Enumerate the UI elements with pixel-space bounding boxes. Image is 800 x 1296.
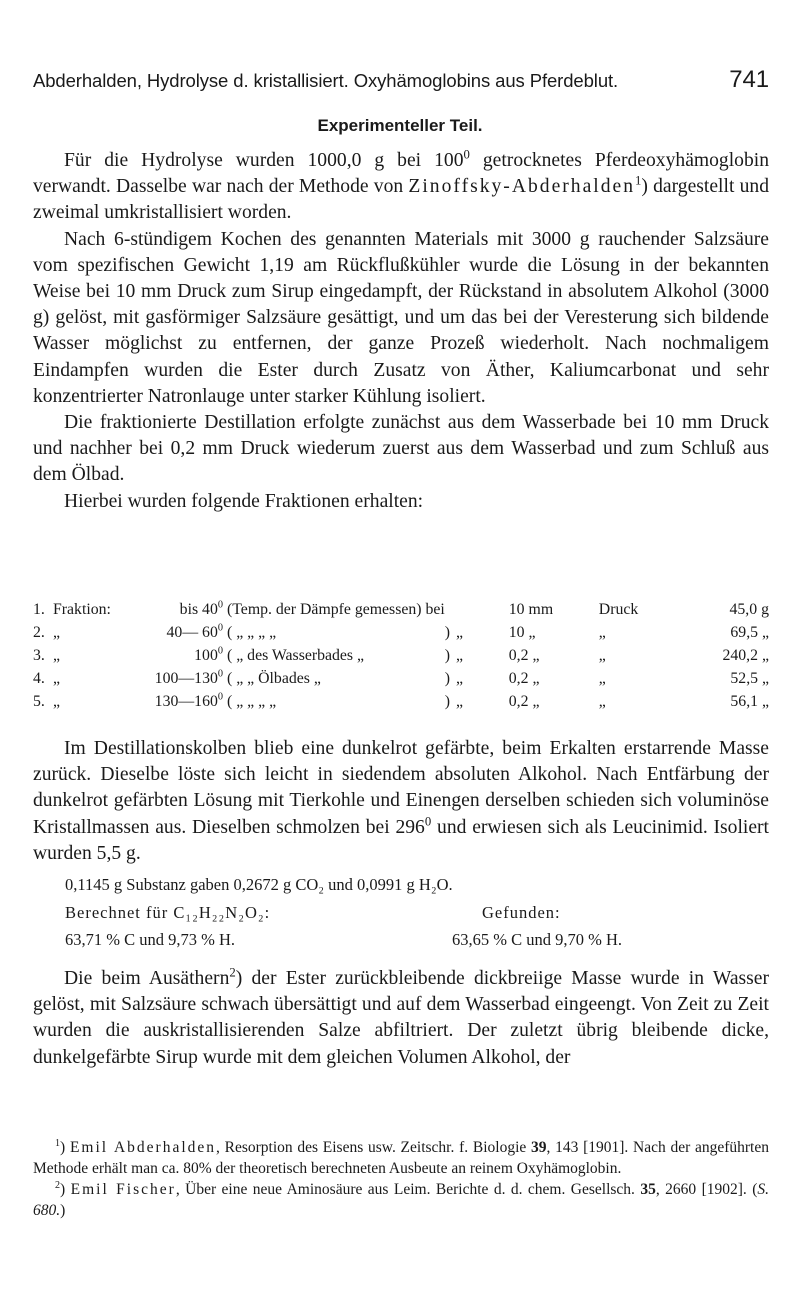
degree-mark: 0 <box>217 645 223 657</box>
p6-text-b: ) der Ester zurückbleibende dickbreiige Masse wurde in Wasser gelöst, mit Salzsäure schwach übersättigt und auf dem Wasserbad eingeengt. Von Zeit zu Zeit wurden die auskristallisierenden Salze abfiltriert. Der zuletzt übrig bleibende dicke, dunkelgefärbte Sirup wurde mit dem gleichen Volumen Alkohol, der <box>33 968 769 1068</box>
p1-text-a: Für die Hydrolyse wurden 1000,0 g bei 100 <box>64 150 464 171</box>
fraction-pressure: 10 „ <box>508 624 536 641</box>
fraction-pressure: 10 mm <box>508 601 554 618</box>
ditto-bei: „ <box>456 693 464 710</box>
fraction-pressure: 0,2 „ <box>508 670 540 687</box>
paragraph-1 <box>33 148 769 227</box>
footnote-1: $^1$) Emil Abderhalden, Resorption des Eisens usw. Zeitschr. f. Biologie 39, 143 [1901]. Nach der angeführten Methode erhält man ca. 80% der theoretisch berechneten Ausbeute an reinem Oxyhämoglobin. <box>33 1137 769 1177</box>
volume-number: 39 <box>530 1139 547 1156</box>
temp-range: 130—160 <box>154 693 218 710</box>
close-paren: ) <box>444 647 451 664</box>
fraction-weight: 56,1 „ <box>730 693 769 710</box>
paragraph-3: Die fraktionierte Destillation erfolgte zunächst aus dem Wasserbade bei 10 mm Druck und nachher bei 0,2 mm Druck wiederum zuerst aus dem Wasserbad und zum Schluß aus dem Ölbad. <box>33 412 769 486</box>
fraction-row <box>33 670 769 693</box>
found-label: Gefunden: <box>482 903 561 922</box>
paragraph-2: Nach 6-stündigem Kochen des genannten Materials mit 3000 g rauchender Salzsäure vom spezifischen Gewicht 1,19 am Rückflußkühler wurde die Lösung in der bekannten Weise bei 10 mm Druck zum Sirup eingedampft, der Rückstand in absolutem Alkohol (3000 g) gelöst, mit gasförmiger Salzsäure gesättigt, und um das bei der Veresterung sich bildende Wasser möglichst zu entfernen, der ganze Prozeß wiederholt. Nach nochmaligem Eindampfen wurden die Ester durch Zusatz von Äther, Kaliumcarbonat und sehr konzentrierter Natronlauge unter starker Kühlung isoliert. <box>33 228 769 407</box>
fraction-row <box>33 647 769 670</box>
fraction-temperature <box>135 647 227 670</box>
footnote-mark: 2 <box>55 1179 61 1191</box>
volume-number: 35 <box>640 1181 656 1198</box>
fraction-weight: 52,5 „ <box>730 670 769 687</box>
body-text-bottom <box>33 966 769 1071</box>
degree-mark: 0 <box>463 147 470 162</box>
p1-text-c: ) dargestellt und zweimal umkristallisiert worden. <box>33 176 769 224</box>
fraction-condition: (Temp. der Dämpfe gemessen) bei <box>227 601 445 618</box>
fraction-druck: „ <box>598 670 606 687</box>
fraction-row <box>33 624 769 647</box>
ditto-bei: „ <box>456 647 464 664</box>
fraction-number: 3. <box>33 647 45 664</box>
fraction-condition: ( „ des Wasserbades „ <box>227 647 365 664</box>
fraction-label: „ <box>53 693 61 710</box>
temp-range: 40— 60 <box>166 624 218 641</box>
analysis-labels <box>65 903 561 923</box>
footnote-author: Emil Fischer <box>70 1181 176 1198</box>
fraction-label: „ <box>53 670 61 687</box>
ditto-bei: „ <box>456 624 464 641</box>
fraction-bei <box>445 647 509 670</box>
footnote-text: , Resorption des Eisens usw. Zeitschr. f. Biologie <box>216 1139 531 1156</box>
footnote-text: , 2660 [1902]. ( <box>655 1181 758 1198</box>
calc-values: 63,71 % C und 9,73 % H. <box>65 930 236 949</box>
footnote-mark: 1 <box>55 1137 61 1149</box>
fraction-row <box>33 601 769 624</box>
fraction-label: „ <box>53 647 61 664</box>
ditto-bei: „ <box>456 670 464 687</box>
fraction-bei <box>445 624 509 647</box>
fraction-weight: 69,5 „ <box>730 624 769 641</box>
fraction-temperature <box>135 693 227 716</box>
fraction-druck: „ <box>598 624 606 641</box>
footnote-text: ) <box>60 1202 66 1219</box>
section-title: Experimenteller Teil. <box>317 116 483 135</box>
body-text-top <box>33 148 769 515</box>
fraction-label: Fraktion: <box>53 601 111 618</box>
body-text-middle <box>33 736 769 867</box>
fraction-pressure: 0,2 „ <box>508 693 540 710</box>
calc-label: Berechnet für C₁₂H₂₂N₂O₂: <box>65 903 271 922</box>
fraction-condition: ( „ „ Ölbades „ <box>227 670 321 687</box>
temp-range: 100 <box>194 647 218 664</box>
paragraph-5 <box>33 736 769 867</box>
fraction-druck: „ <box>598 693 606 710</box>
degree-mark: 0 <box>424 814 432 829</box>
fraction-bei <box>445 601 509 624</box>
close-paren: ) <box>444 693 451 710</box>
fraction-bei <box>445 693 509 716</box>
p6-text-a: Die beim Ausäthern <box>64 968 230 989</box>
page-number: 741 <box>729 66 769 93</box>
fraction-number: 1. <box>33 601 45 618</box>
fraction-condition: ( „ „ „ „ <box>227 693 277 710</box>
fraction-row <box>33 693 769 716</box>
running-head <box>33 66 769 93</box>
paragraph-6 <box>33 966 769 1071</box>
fraction-label: „ <box>53 624 61 641</box>
footnote-2: $^2$) Emil Fischer, Über eine neue Aminosäure aus Leim. Berichte d. d. chem. Gesellsch. 35, 2660 [1902]. (S. 680.) <box>33 1179 769 1219</box>
fraction-temperature <box>135 670 227 693</box>
degree-mark: 0 <box>217 599 223 611</box>
fraction-number: 2. <box>33 624 45 641</box>
footnote-ref-2: 2 <box>229 965 236 980</box>
fraction-bei <box>445 670 509 693</box>
analysis-values <box>65 930 623 950</box>
fraction-druck: „ <box>598 647 606 664</box>
fraction-weight: 45,0 g <box>729 601 769 618</box>
temp-range: bis 40 <box>179 601 218 618</box>
cross-reference: S. 680. <box>33 1181 769 1219</box>
temp-range: 100—130 <box>154 670 218 687</box>
p5-text-a: Im Destillationskolben blieb eine dunkelrot gefärbte, beim Erkalten erstarrende Masse zurück. Dieselbe löste sich leicht in siedendem absoluten Alkohol. Nach Entfärbung der dunkelrot gefärbten Lösung mit Tierkohle und Einengen derselben schieden sich voluminöse Kristallmassen aus. Dieselben schmolzen bei 296 <box>33 738 769 838</box>
fraction-number: 4. <box>33 670 45 687</box>
fraction-pressure: 0,2 „ <box>508 647 540 664</box>
footnote-text: , Über eine neue Aminosäure aus Leim. Berichte d. d. chem. Gesellsch. <box>175 1181 641 1198</box>
fraction-weight: 240,2 „ <box>722 647 769 664</box>
fraction-number: 5. <box>33 693 45 710</box>
footnote-text: , 143 [1901]. Nach der angeführten Methode erhält man ca. 80% der theoretisch berechneten Ausbeute an reinem Oxyhämoglobin. <box>33 1139 769 1177</box>
close-paren: ) <box>444 670 451 687</box>
running-title: Abderhalden, Hydrolyse d. kristallisiert. Oxyhämoglobins aus Pferdeblut. <box>33 70 619 91</box>
footnote-ref-1: 1 <box>635 173 642 188</box>
fraction-condition: ( „ „ „ „ <box>227 624 277 641</box>
analysis-line: 0,1145 g Substanz gaben 0,2672 g CO₂ und 0,0991 g H₂O. <box>65 875 453 894</box>
fraction-temperature <box>135 624 227 647</box>
found-values: 63,65 % C und 9,70 % H. <box>452 930 623 949</box>
footnote-author: Emil Abderhalden <box>69 1139 217 1156</box>
fraction-druck: Druck <box>598 601 639 618</box>
p1-text-b: getrocknetes Pferdeoxyhämoglobin verwandt. Dasselbe war nach der Methode von <box>33 150 770 198</box>
author-names: Zinoffsky-Abderhalden <box>408 176 636 198</box>
p5-text-b: und erwiesen sich als Leucinimid. Isoliert wurden 5,5 g. <box>33 816 769 864</box>
degree-mark: 0 <box>217 622 223 634</box>
fractions-table <box>33 601 769 716</box>
footnotes <box>33 1137 769 1221</box>
fraction-temperature <box>135 601 227 624</box>
close-paren: ) <box>444 624 451 641</box>
degree-mark: 0 <box>217 668 223 680</box>
degree-mark: 0 <box>217 691 223 703</box>
paragraph-4: Hierbei wurden folgende Fraktionen erhalten: <box>64 490 424 512</box>
